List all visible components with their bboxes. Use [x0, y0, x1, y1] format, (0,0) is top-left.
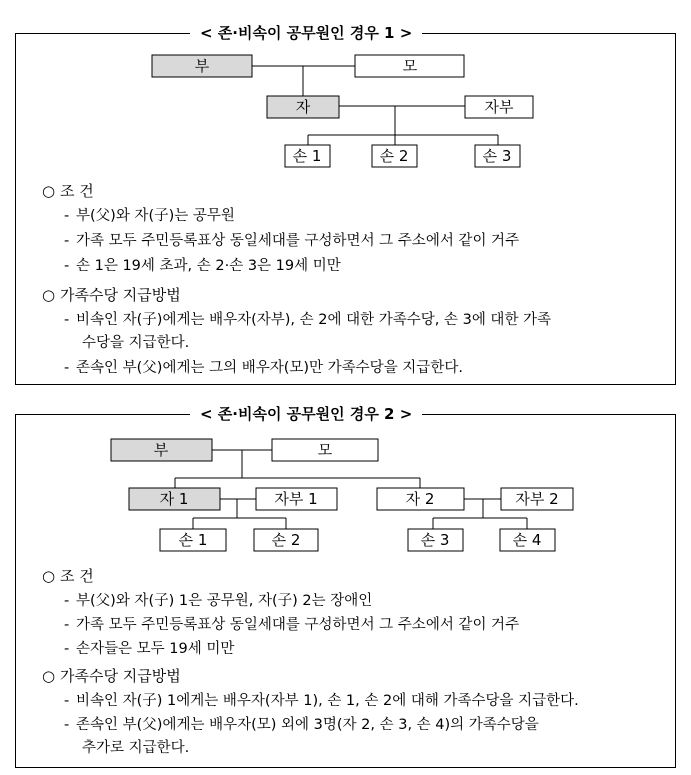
case1-node-spouse-label: 자부 [484, 98, 514, 116]
case2-condition-text: 부(父)와 자(子) 1은 공무원, 자(子) 2는 장애인 [76, 593, 373, 609]
case2-method-text: 존속인 부(父)에게는 배우자(모) 외에 3명(자 2, 손 3, 손 4)의 가족수당을 [76, 717, 539, 733]
case2-title: < 존·비속이 공무원인 경우 2 > [190, 404, 422, 424]
case1-condition-text: 손 1은 19세 초과, 손 2·손 3은 19세 미만 [76, 258, 341, 274]
case2-conditions-heading [42, 566, 94, 586]
case2-node-spouse2 [501, 488, 573, 510]
case2-node-child1 [129, 488, 220, 510]
dash-marker: - [64, 717, 70, 733]
circle-bullet-icon: ○ [42, 567, 56, 585]
case1-node-grandchild-1-label: 손 1 [292, 147, 322, 165]
case1-conditions-heading-text: 조 건 [60, 182, 94, 200]
case1-node-father-label: 부 [194, 57, 210, 75]
dash-marker: - [64, 258, 70, 274]
case1-node-grandchild-2-label: 손 2 [379, 147, 409, 165]
case2-conditions-heading-text: 조 건 [60, 567, 94, 585]
case2-node-grandchild-1-label: 손 1 [178, 531, 208, 549]
case2-node-spouse1-label: 자부 1 [274, 490, 318, 508]
case2-node-grandchild-3-label: 손 3 [420, 531, 450, 549]
case2-node-grandchild-2-label: 손 2 [271, 531, 301, 549]
dash-marker: - [64, 360, 70, 376]
case2-node-grandchild-2 [254, 529, 318, 551]
case1-node-grandchild-3-label: 손 3 [482, 147, 512, 165]
circle-bullet-icon: ○ [42, 286, 56, 304]
case2-method-item-continuation: 추가로 지급한다. [82, 740, 190, 756]
dash-marker: - [64, 641, 70, 657]
circle-bullet-icon: ○ [42, 667, 56, 685]
case2-condition-item [64, 591, 372, 611]
case2-method-item [64, 715, 539, 735]
case1-condition-text: 부(父)와 자(子)는 공무원 [76, 208, 235, 224]
case1-method-text: 존속인 부(父)에게는 그의 배우자(모)만 가족수당을 지급한다. [76, 360, 463, 376]
case1-node-mother-label: 모 [402, 57, 418, 75]
case1-title: < 존·비속이 공무원인 경우 1 > [190, 23, 422, 43]
case2-node-father-label: 부 [153, 441, 169, 459]
case2-node-child2 [377, 488, 464, 510]
case2-condition-text: 손자들은 모두 19세 미만 [76, 641, 235, 657]
case2-node-grandchild-4-label: 손 4 [512, 531, 542, 549]
case2-node-child1-label: 자 1 [159, 490, 189, 508]
case2-condition-item [64, 639, 234, 659]
case2-node-spouse2-label: 자부 2 [515, 490, 559, 508]
case2-method-text: 비속인 자(子) 1에게는 배우자(자부 1), 손 1, 손 2에 대해 가족수당을 지급한다. [76, 693, 579, 709]
case2-condition-item [64, 615, 519, 635]
case1-node-child-label: 자 [295, 98, 311, 116]
case2-node-father [111, 439, 212, 461]
dash-marker: - [64, 593, 70, 609]
case2-condition-text: 가족 모두 주민등록표상 동일세대를 구성하면서 그 주소에서 같이 거주 [76, 617, 520, 633]
case2-node-grandchild-3 [408, 529, 463, 551]
dash-marker: - [64, 312, 70, 328]
case2-node-grandchild-4 [500, 529, 555, 551]
case1-method-heading-text: 가족수당 지급방법 [60, 286, 181, 304]
case1-condition-text: 가족 모두 주민등록표상 동일세대를 구성하면서 그 주소에서 같이 거주 [76, 233, 520, 249]
case1-method-item-continuation: 수당을 지급한다. [82, 335, 190, 351]
case2-method-heading-text: 가족수당 지급방법 [60, 667, 181, 685]
case2-node-spouse1 [256, 488, 337, 510]
case2-node-mother [272, 439, 378, 461]
circle-bullet-icon: ○ [42, 182, 56, 200]
dash-marker: - [64, 233, 70, 249]
dash-marker: - [64, 208, 70, 224]
case1-method-text: 비속인 자(子)에게는 배우자(자부), 손 2에 대한 가족수당, 손 3에 대한 가족 [76, 312, 552, 328]
case2-node-child2-label: 자 2 [405, 490, 435, 508]
dash-marker: - [64, 617, 70, 633]
case2-method-item [64, 691, 579, 711]
case2-method-heading [42, 666, 181, 686]
case2-node-grandchild-1 [160, 529, 226, 551]
dash-marker: - [64, 693, 70, 709]
case2-node-mother-label: 모 [317, 441, 333, 459]
